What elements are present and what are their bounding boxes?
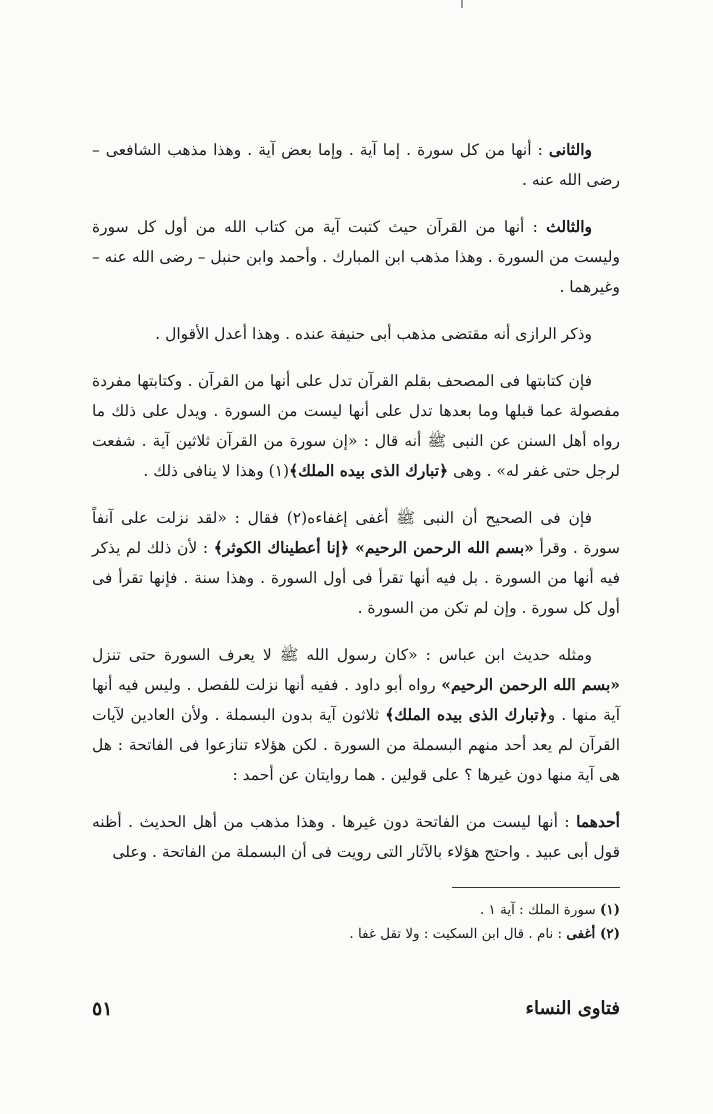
paragraph-text: (١) وهذا لا ينافى ذلك . — [143, 462, 290, 480]
paragraph-second-view — [92, 135, 620, 195]
footnote-term: أغفى — [566, 926, 600, 942]
paragraph-text: وذكر الرازى أنه مقتضى مذهب أبى حنيفة عنده . وهذا أعدل الأقوال . — [155, 325, 592, 343]
paragraph-label: والثالث — [546, 217, 592, 236]
footnote-1 — [92, 898, 620, 922]
footnote-text: سورة الملك : آية ١ . — [479, 902, 600, 918]
paragraph-third-view — [92, 212, 620, 302]
running-title: فتاوى النساء — [525, 998, 620, 1019]
footnotes — [92, 898, 620, 946]
footnote-number: (٢) — [599, 926, 620, 942]
paragraph-label: أحدهما — [576, 812, 620, 831]
paragraph-sahih — [92, 503, 620, 623]
quran-quote: «بسم الله الرحمن الرحيم» ﴿إنا أعطيناك الكوثر﴾ — [213, 538, 534, 557]
paragraph-first-opinion — [92, 807, 620, 867]
page-number: ٥١ — [92, 998, 113, 1020]
quran-quote: ﴿تبارك الذى بيده الملك﴾ — [289, 461, 449, 480]
paragraph-text: رواه أبو داود . ففيه أنها نزلت للفصل . وليس فيه أنها آية منها . و — [92, 676, 620, 724]
page-footer — [92, 998, 620, 1028]
paragraph-text: : أنها من القرآن حيث كتبت آية من كتاب الله من أول كل سورة وليست من السورة . وهذا مذهب ابن المبارك . وأحمد وابن حنبل – رضى الله عنه – وغيرهما . — [91, 218, 620, 296]
top-tick-mark — [461, 0, 463, 8]
paragraph-text: : أنها ليست من الفاتحة دون غيرها . وهذا مذهب من أهل الحديث . أظنه قول أبى عبيد . واحتج هؤلاء بالآثار التى رويت فى أن البسملة من الفاتحة . وعلى — [92, 813, 620, 861]
paragraph-text: : أنها من كل سورة . إما آية . وإما بعض آية . وهذا مذهب الشافعى – رضى الله عنه . — [92, 141, 620, 189]
quran-quote: ﴿تبارك الذى بيده الملك﴾ — [385, 705, 548, 724]
footnote-text: : نام . قال ابن السكيت : ولا تقل غفا . — [349, 926, 567, 942]
footnote-2 — [92, 922, 620, 946]
paragraph-razi — [92, 319, 620, 349]
paragraph-text: ثلاثون آية بدون البسملة . ولأن العادين لآيات القرآن لم يعد أحد منهم البسملة من السورة . لكن هؤلاء تنازعوا فى الفاتحة : هل هى آية منها دون غيرها ؟ على قولين . هما روايتان عن أحمد : — [92, 706, 620, 784]
paragraph-text: فإن كتابتها فى المصحف بقلم القرآن تدل على أنها من القرآن . وكتابتها مفردة مفصولة عما قبلها وما بعدها تدل على أنها ليست من السورة . ويدل على ذلك ما رواه أهل السنن عن النبى ﷺ أنه قال : «إن سورة من القرآن ثلاثين آية . شفعت لرجل حتى غفر له» . وهى — [92, 372, 620, 480]
paragraph-text: : لأن ذلك لم يذكر فيه أنها من السورة . بل فيه أنها تقرأ فى أول السورة . وهذا سنة . فإنها تقرأ فى أول كل سورة . وإن لم تكن من السورة . — [92, 539, 620, 617]
paragraph-text: ومثله حديث ابن عباس : «كان رسول الله ﷺ لا يعرف السورة حتى تنزل — [92, 646, 592, 664]
footnote-divider — [452, 887, 620, 888]
paragraph-mushaf — [92, 366, 620, 486]
paragraph-label: والثانى — [548, 140, 592, 159]
footnote-number: (١) — [599, 902, 620, 918]
quran-quote: «بسم الله الرحمن الرحيم» — [441, 675, 620, 694]
paragraph-text: فإن فى الصحيح أن النبى ﷺ أغفى إغفاءه(٢) فقال : «لقد نزلت على آنفاً سورة . وقرأ — [92, 509, 621, 557]
paragraph-ibn-abbas — [92, 640, 620, 790]
main-text — [92, 135, 620, 884]
